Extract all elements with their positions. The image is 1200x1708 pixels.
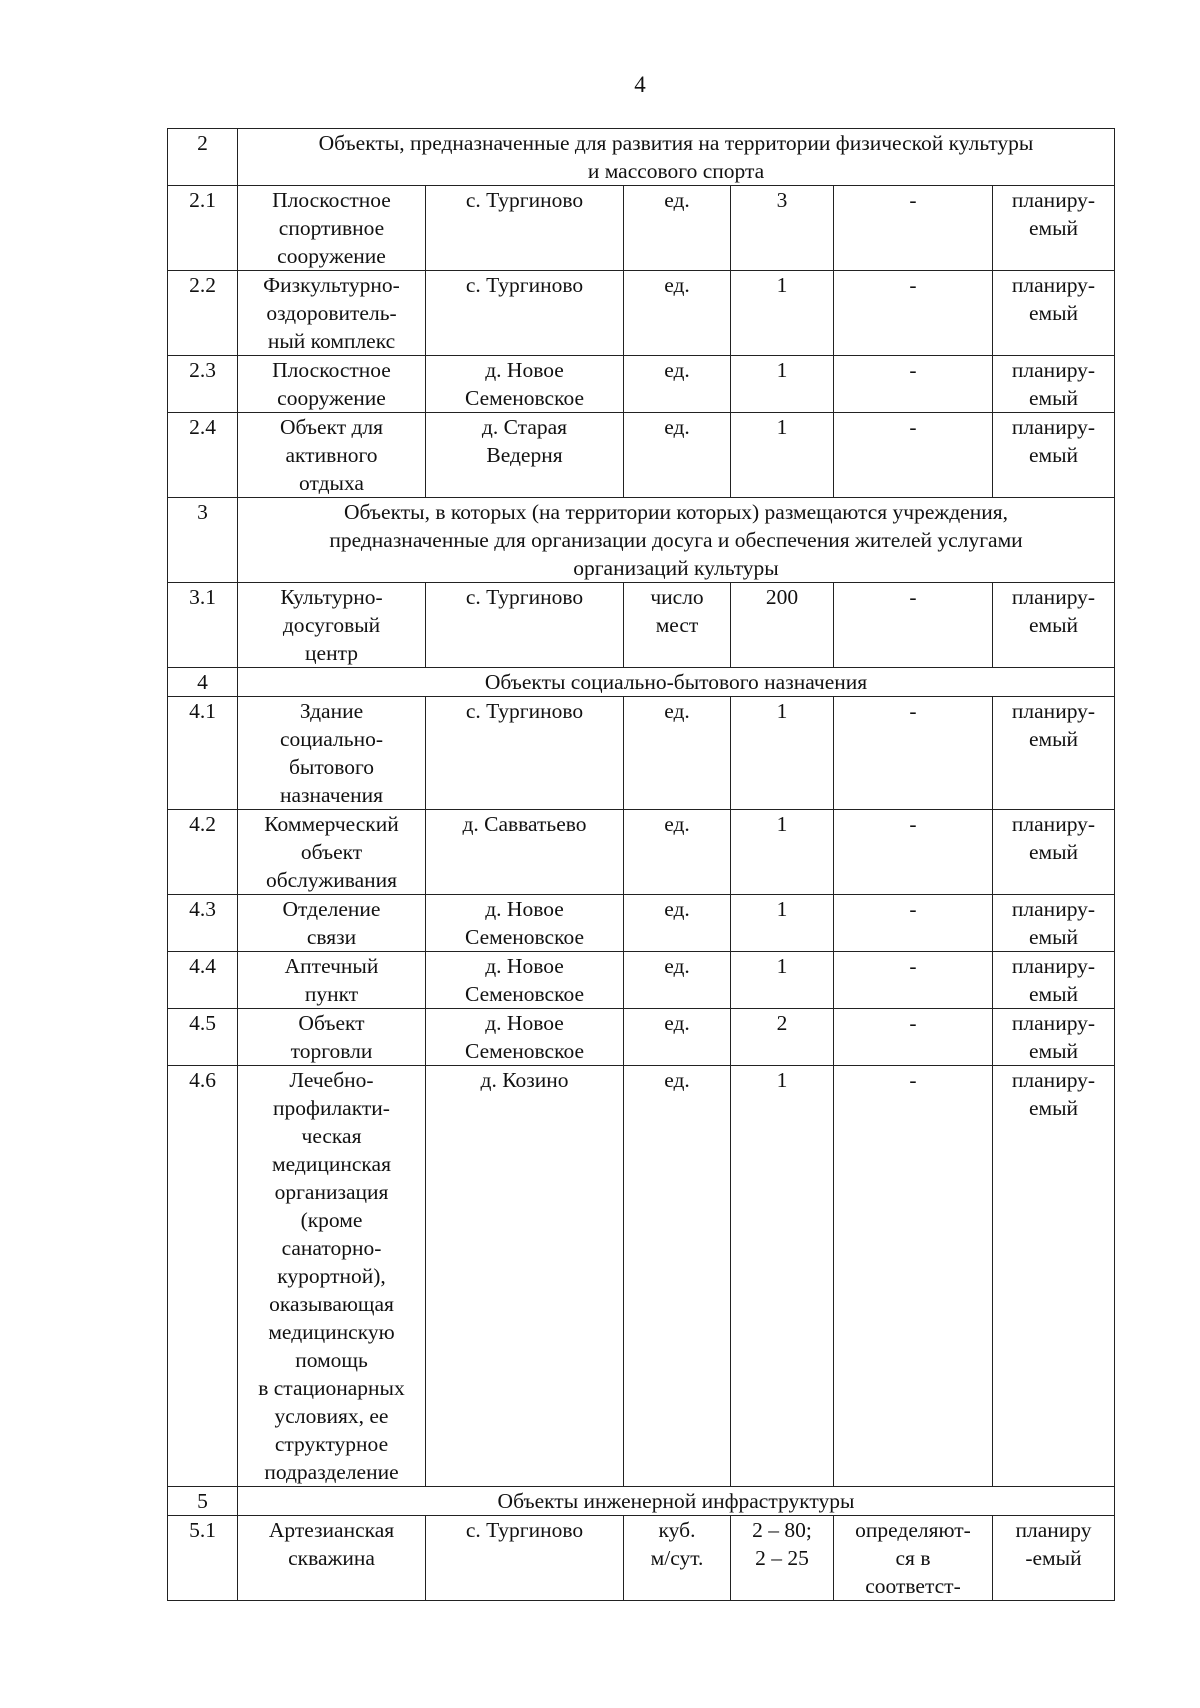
status-cell: планиру- емый — [993, 1009, 1115, 1066]
table-row — [168, 271, 1115, 356]
unit-of-measure: ед. — [624, 697, 731, 810]
status-cell: планиру- емый — [993, 895, 1115, 952]
object-name: Лечебно- профилакти- ческая медицинская организация (кроме санаторно- курортной), оказывающая медицинскую помощь в стационарных условиях, ее структурное подразделение — [238, 1066, 426, 1487]
table-row — [168, 583, 1115, 668]
unit-of-measure: ед. — [624, 186, 731, 271]
unit-of-measure: ед. — [624, 413, 731, 498]
object-name: Коммерческий объект обслуживания — [238, 810, 426, 895]
status-cell: планиру- емый — [993, 186, 1115, 271]
section-number: 2 — [168, 129, 238, 186]
object-location: д. Новое Семеновское — [426, 895, 624, 952]
section-title: Объекты социально-бытового назначения — [238, 668, 1115, 697]
row-number: 4.2 — [168, 810, 238, 895]
row-number: 4.4 — [168, 952, 238, 1009]
row-number: 4.5 — [168, 1009, 238, 1066]
quantity-value: 2 – 80; 2 – 25 — [731, 1516, 834, 1601]
row-number: 2.4 — [168, 413, 238, 498]
object-location: д. Старая Ведерня — [426, 413, 624, 498]
object-name: Объект для активного отдыха — [238, 413, 426, 498]
page-number: 4 — [634, 72, 646, 97]
note-cell: - — [834, 1009, 993, 1066]
quantity-value: 1 — [731, 413, 834, 498]
object-name: Здание социально- бытового назначения — [238, 697, 426, 810]
status-cell: планиру- емый — [993, 1066, 1115, 1487]
unit-of-measure: ед. — [624, 895, 731, 952]
objects-table-body — [168, 129, 1115, 1601]
status-cell: планиру- емый — [993, 810, 1115, 895]
object-location: с. Тургиново — [426, 271, 624, 356]
note-cell: - — [834, 1066, 993, 1487]
unit-of-measure: куб. м/сут. — [624, 1516, 731, 1601]
object-location: с. Тургиново — [426, 186, 624, 271]
section-number: 5 — [168, 1487, 238, 1516]
table-row — [168, 186, 1115, 271]
object-name: Культурно- досуговый центр — [238, 583, 426, 668]
section-heading-row — [168, 668, 1115, 697]
note-cell: - — [834, 413, 993, 498]
unit-of-measure: ед. — [624, 1009, 731, 1066]
quantity-value: 1 — [731, 952, 834, 1009]
note-cell: - — [834, 895, 993, 952]
quantity-value: 1 — [731, 1066, 834, 1487]
unit-of-measure: ед. — [624, 356, 731, 413]
object-location: д. Новое Семеновское — [426, 1009, 624, 1066]
row-number: 2.1 — [168, 186, 238, 271]
section-title: Объекты, предназначенные для развития на территории физической культуры и массового спорта — [238, 129, 1115, 186]
note-cell: определяют- ся в соответст- — [834, 1516, 993, 1601]
status-cell: планиру- емый — [993, 271, 1115, 356]
table-row — [168, 356, 1115, 413]
table-row — [168, 810, 1115, 895]
object-name: Артезианская скважина — [238, 1516, 426, 1601]
row-number: 2.2 — [168, 271, 238, 356]
table-row — [168, 1009, 1115, 1066]
object-name: Объект торговли — [238, 1009, 426, 1066]
object-location: д. Новое Семеновское — [426, 952, 624, 1009]
status-cell: планиру- емый — [993, 952, 1115, 1009]
object-name: Плоскостное спортивное сооружение — [238, 186, 426, 271]
quantity-value: 200 — [731, 583, 834, 668]
table-row — [168, 413, 1115, 498]
status-cell: планиру- емый — [993, 356, 1115, 413]
table-row — [168, 895, 1115, 952]
row-number: 4.3 — [168, 895, 238, 952]
table-row — [168, 1516, 1115, 1601]
object-location: с. Тургиново — [426, 697, 624, 810]
table-row — [168, 952, 1115, 1009]
quantity-value: 2 — [731, 1009, 834, 1066]
object-location: с. Тургиново — [426, 1516, 624, 1601]
row-number: 4.1 — [168, 697, 238, 810]
table-row — [168, 1066, 1115, 1487]
object-location: с. Тургиново — [426, 583, 624, 668]
status-cell: планиру -емый — [993, 1516, 1115, 1601]
quantity-value: 1 — [731, 810, 834, 895]
object-name: Физкультурно- оздоровитель- ный комплекс — [238, 271, 426, 356]
note-cell: - — [834, 186, 993, 271]
object-name: Аптечный пункт — [238, 952, 426, 1009]
quantity-value: 1 — [731, 356, 834, 413]
quantity-value: 1 — [731, 895, 834, 952]
section-number: 3 — [168, 498, 238, 583]
note-cell: - — [834, 810, 993, 895]
row-number: 5.1 — [168, 1516, 238, 1601]
object-location: д. Новое Семеновское — [426, 356, 624, 413]
object-name: Плоскостное сооружение — [238, 356, 426, 413]
quantity-value: 1 — [731, 697, 834, 810]
unit-of-measure: ед. — [624, 810, 731, 895]
quantity-value: 3 — [731, 186, 834, 271]
unit-of-measure: ед. — [624, 952, 731, 1009]
section-heading-row — [168, 498, 1115, 583]
section-heading-row — [168, 1487, 1115, 1516]
status-cell: планиру- емый — [993, 413, 1115, 498]
unit-of-measure: число мест — [624, 583, 731, 668]
row-number: 4.6 — [168, 1066, 238, 1487]
objects-table — [167, 128, 1115, 1601]
unit-of-measure: ед. — [624, 271, 731, 356]
row-number: 2.3 — [168, 356, 238, 413]
status-cell: планиру- емый — [993, 697, 1115, 810]
row-number: 3.1 — [168, 583, 238, 668]
section-heading-row — [168, 129, 1115, 186]
note-cell: - — [834, 356, 993, 413]
unit-of-measure: ед. — [624, 1066, 731, 1487]
status-cell: планиру- емый — [993, 583, 1115, 668]
section-number: 4 — [168, 668, 238, 697]
object-location: д. Козино — [426, 1066, 624, 1487]
table-row — [168, 697, 1115, 810]
section-title: Объекты, в которых (на территории которых) размещаются учреждения, предназначенные для организации досуга и обеспечения жителей услугами организаций культуры — [238, 498, 1115, 583]
object-location: д. Савватьево — [426, 810, 624, 895]
note-cell: - — [834, 697, 993, 810]
quantity-value: 1 — [731, 271, 834, 356]
note-cell: - — [834, 583, 993, 668]
section-title: Объекты инженерной инфраструктуры — [238, 1487, 1115, 1516]
object-name: Отделение связи — [238, 895, 426, 952]
note-cell: - — [834, 271, 993, 356]
note-cell: - — [834, 952, 993, 1009]
